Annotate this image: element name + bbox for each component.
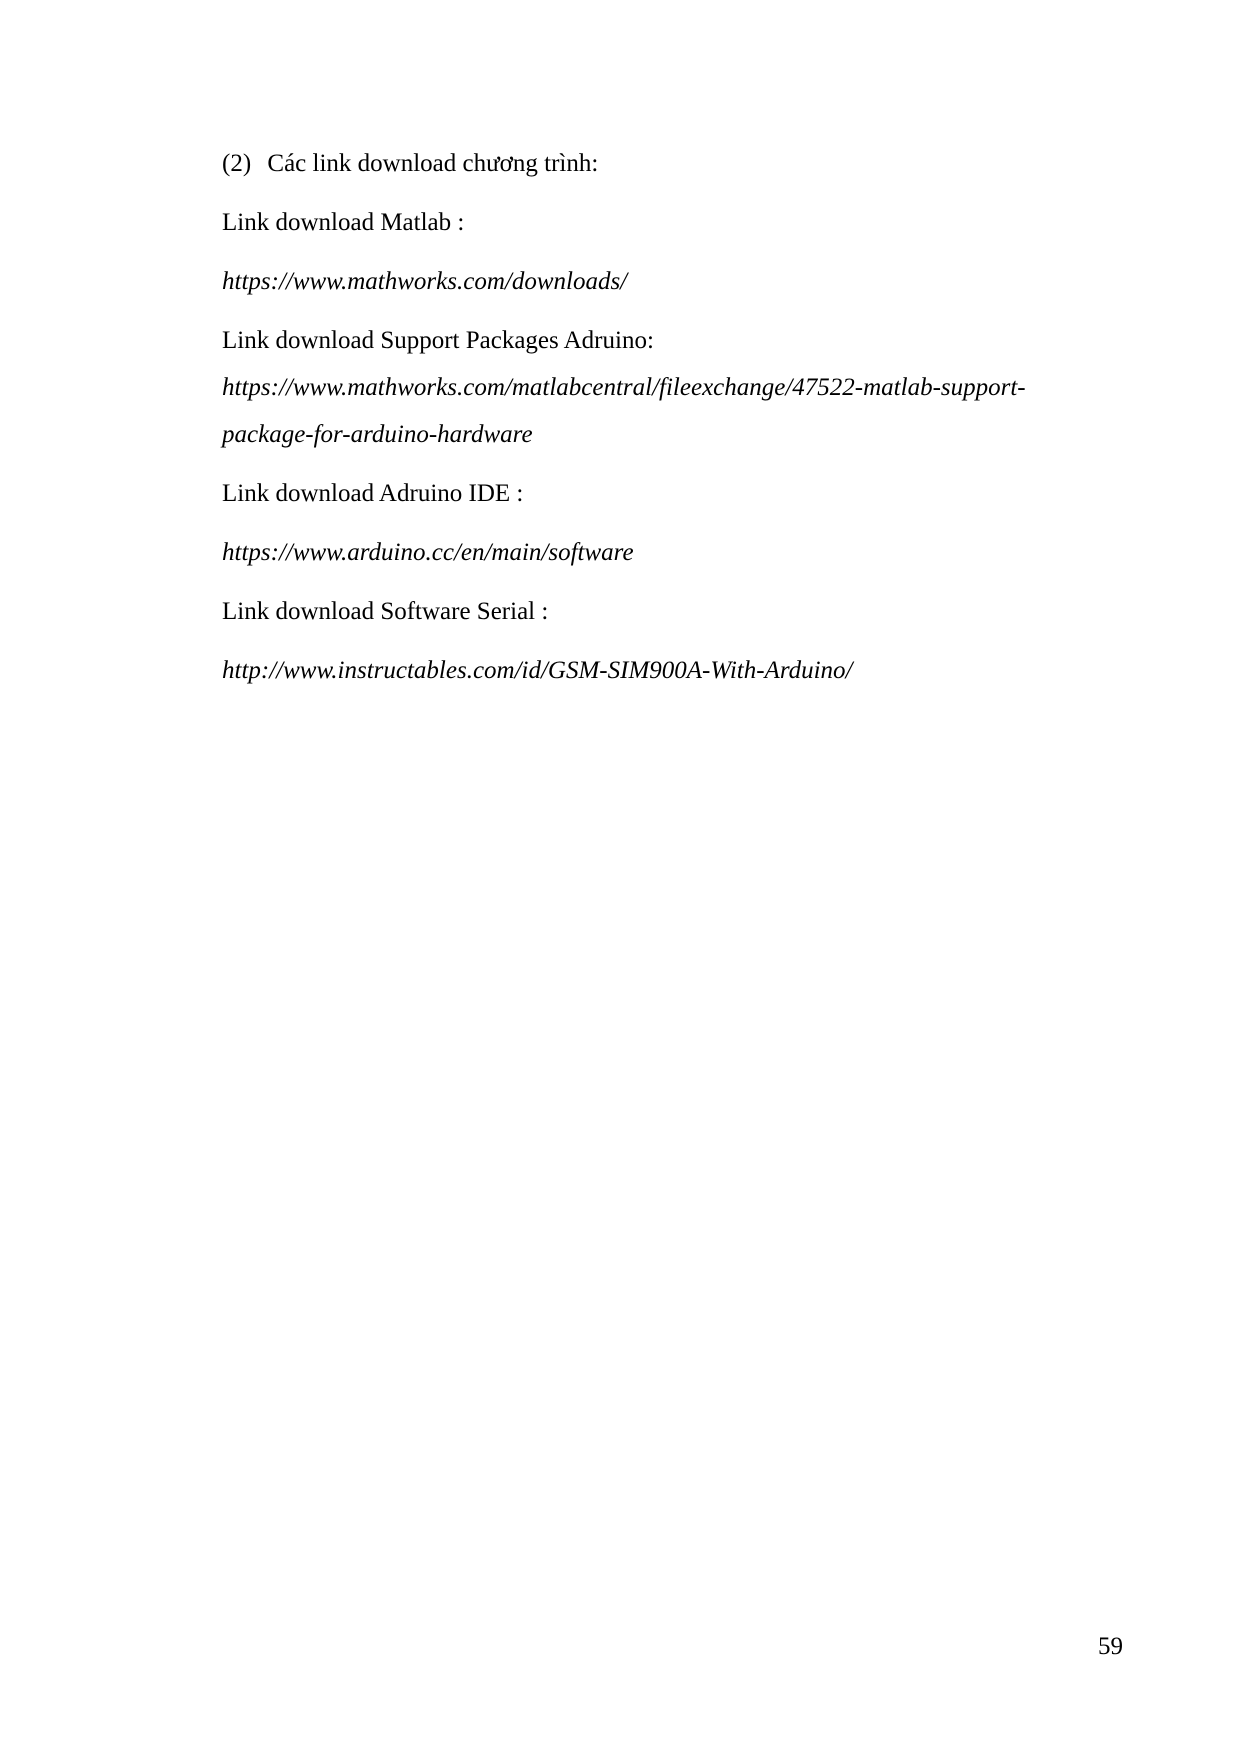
support-packages-label: Link download Support Packages Adruino: (222, 327, 654, 354)
support-packages-link-line1[interactable]: https://www.mathworks.com/matlabcentral/fileexchange/47522-matlab-support- (222, 374, 1026, 401)
software-serial-link[interactable]: http://www.instructables.com/id/GSM-SIM900A-With-Arduino/ (222, 657, 853, 684)
page-number: 59 (1098, 1633, 1123, 1660)
matlab-download-link[interactable]: https://www.mathworks.com/downloads/ (222, 268, 628, 295)
software-serial-label: Link download Software Serial : (222, 598, 549, 625)
section-title: Các link download chương trình: (267, 150, 599, 177)
arduino-ide-label: Link download Adruino IDE : (222, 480, 524, 507)
arduino-ide-link[interactable]: https://www.arduino.cc/en/main/software (222, 539, 634, 566)
section-heading (222, 149, 598, 179)
matlab-label: Link download Matlab : (222, 209, 465, 236)
support-packages-link-line2[interactable]: package-for-arduino-hardware (222, 421, 533, 448)
section-number: (2) (222, 150, 252, 177)
